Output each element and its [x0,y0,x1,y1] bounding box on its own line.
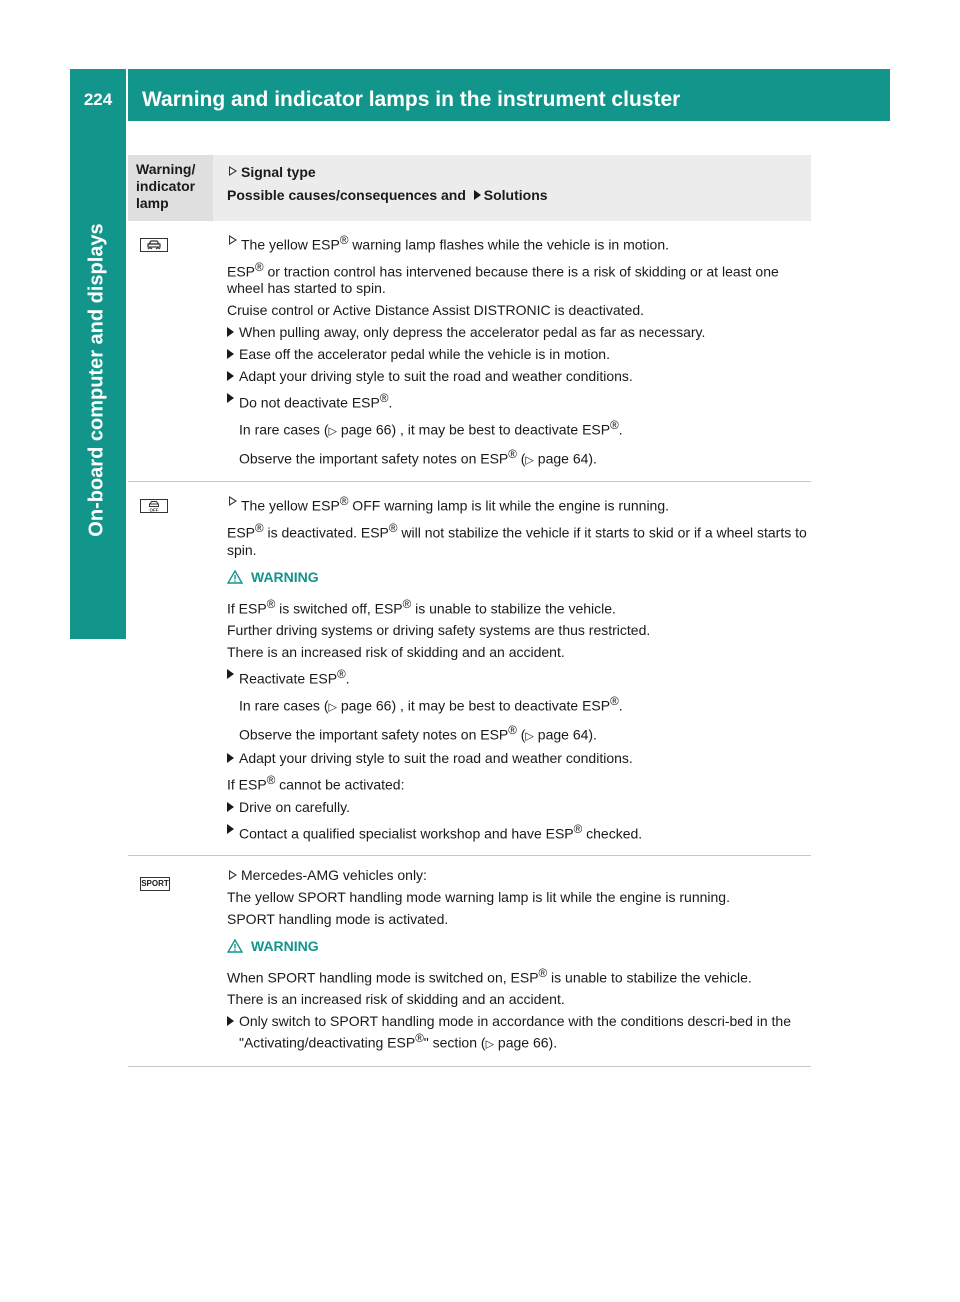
cause-text: ESP® or traction control has intervened because there is a risk of skidding or at least one wheel has started to spin. [227,260,779,297]
esp-off-icon [140,499,168,513]
lamp-cell [128,482,213,854]
signal-description: The yellow ESP® OFF warning lamp is lit while the engine is running. [227,493,811,515]
warning-text: When SPORT handling mode is switched on, ESP® is unable to stabilize the vehicle. [227,966,752,986]
signal-description: The yellow ESP® warning lamp flashes while the vehicle is in motion. [227,232,811,254]
warning-lamp-table [128,155,811,1067]
warning-text: There is an increased risk of skidding and an accident. [227,644,565,661]
chapter-tab-label: On-board computer and displays [85,223,108,537]
page-reference[interactable]: Observe the important safety notes on ESP® (▷ page 64). [239,447,597,467]
page-header [70,69,890,121]
warning-text: Further driving systems or driving safety systems are thus restricted. [227,622,651,639]
solutions-arrow-icon [474,187,484,203]
table-header [128,155,811,221]
esp-skid-car-icon [140,238,168,252]
action-item: Contact a qualified specialist workshop and have ESP® checked. [227,821,811,843]
header-divider [126,69,128,121]
sport-mode-icon: SPORT [140,877,170,891]
warning-heading: WARNING [227,938,811,955]
section-title: Warning and indicator lamps in the instrument cluster [142,88,681,111]
table-row [128,482,811,855]
causes-heading: Possible causes/consequences and Solutions [227,187,548,203]
description-cell [213,221,811,481]
page-number: 224 [83,90,113,109]
action-item: When pulling away, only depress the accelerator pedal as far as necessary. [227,324,811,341]
action-item: Do not deactivate ESP®. [227,390,811,412]
cause-text: The yellow SPORT handling mode warning lamp is lit while the engine is running. [227,888,730,905]
svg-text:OFF: OFF [149,507,159,513]
page-reference[interactable]: In rare cases (▷ page 66) , it may be best to deactivate ESP®. [239,418,623,438]
lamp-cell [128,221,213,481]
signal-type-heading: Signal type [227,163,797,181]
description-cell [213,482,811,854]
consequence-text: SPORT handling mode is activated. [227,910,449,927]
warning-heading: WARNING [227,569,811,586]
warning-text: If ESP® is switched off, ESP® is unable to stabilize the vehicle. [227,597,616,617]
condition-text: If ESP® cannot be activated: [227,774,405,793]
action-item: Ease off the accelerator pedal while the vehicle is in motion. [227,346,811,363]
action-item: Adapt your driving style to suit the road and weather conditions. [227,750,811,767]
page-reference[interactable]: In rare cases (▷ page 66) , it may be best to deactivate ESP®. [239,694,623,714]
table-row [128,856,811,1067]
lamp-cell [128,856,213,1066]
action-item: Adapt your driving style to suit the road and weather conditions. [227,368,811,385]
action-item: Drive on carefully. [227,799,811,816]
cause-text: ESP® is deactivated. ESP® will not stabilize the vehicle if it starts to skid or if a wheel starts to spin. [227,521,807,558]
warning-triangle-icon [227,570,243,584]
action-item: Reactivate ESP®. [227,666,811,688]
header-main-column [213,155,811,221]
description-cell [213,856,811,1066]
warning-text: There is an increased risk of skidding and an accident. [227,991,565,1008]
signal-description: Mercedes-AMG vehicles only: [227,867,811,884]
header-lamp-column: Warning/ indicator lamp [128,155,213,221]
warning-triangle-icon [227,939,243,953]
consequence-text: Cruise control or Active Distance Assist DISTRONIC is deactivated. [227,302,645,319]
action-item[interactable]: Only switch to SPORT handling mode in accordance with the conditions descri-bed in the "Activating/deactivating ESP®" section (▷ page 66). [227,1013,811,1054]
page-reference[interactable]: Observe the important safety notes on ESP® (▷ page 64). [239,723,597,743]
table-row [128,221,811,482]
